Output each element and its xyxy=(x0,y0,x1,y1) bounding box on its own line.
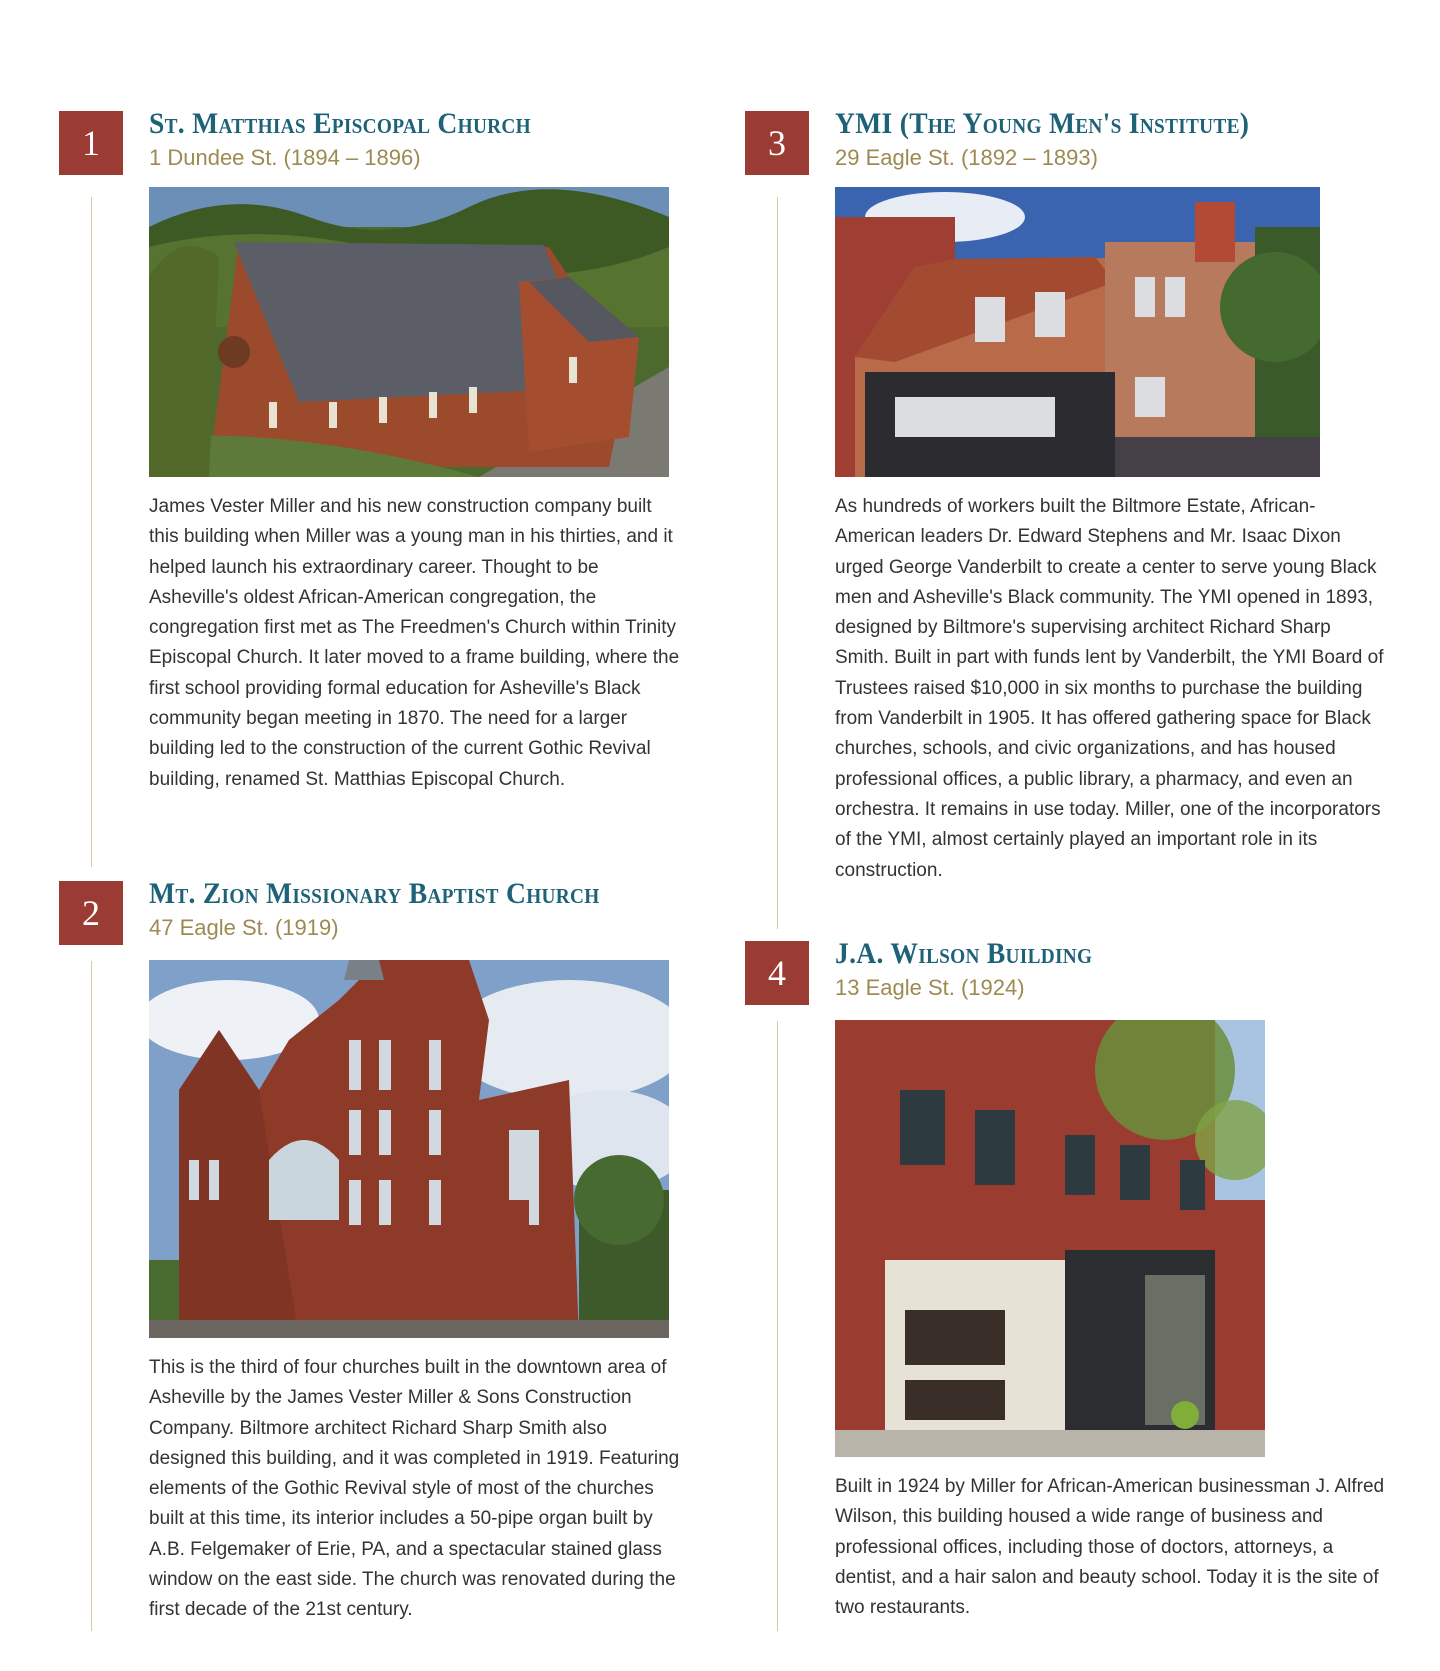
entry-number-box: 2 xyxy=(59,881,123,945)
church-photo xyxy=(149,187,669,477)
church-photo xyxy=(149,960,669,1338)
entry-description: This is the third of four churches built in the downtown area of Asheville by the James Vester Miller & Sons Construction Company. Biltmore architect Richard Sharp Smith also designed this building, and it was completed in 1919. Featuring elements of the Gothic Revival style of most of the churches built at this time, its interior includes a 50-pipe organ built by A.B. Felgemaker of Erie, PA, and a spectacular stained glass window on the east side. The church was renovated during the first decade of the 21st century. xyxy=(149,1357,680,1621)
entry-number-box: 3 xyxy=(745,111,809,175)
entry-description: As hundreds of workers built the Biltmore Estate, African-American leaders Dr. Edward Stephens and Mr. Isaac Dixon urged George Vanderbilt to create a center to serve young Black men and Asheville's Black community. The YMI opened in 1893, designed by Biltmore's supervising architect Richard Sharp Smith. Built in part with funds lent by Vanderbilt, the YMI Board of Trustees raised $10,000 in six months to purchase the building from Vanderbilt in 1905. It has offered gathering space for Black churches, schools, and civic organizations, and has housed professional offices, a public library, a pharmacy, and even an orchestra. It remains in use today. Miller, one of the incorporators of the YMI, almost certainly played an important role in its construction. xyxy=(835,496,1384,881)
entry-address: 1 Dundee St. (1894 – 1896) xyxy=(149,145,421,170)
entry-title: St. Matthias Episcopal Church xyxy=(149,107,531,140)
building-photo xyxy=(835,1020,1265,1457)
entry-number-box: 4 xyxy=(745,941,809,1005)
entry-address: 29 Eagle St. (1892 – 1893) xyxy=(835,145,1098,170)
entry-description: James Vester Miller and his new construction company built this building when Miller was a young man in his thirties, and it helped launch his extraordinary career. Thought to be Asheville's oldest African-American congregation, the congregation first met as The Freedmen's Church within Trinity Episcopal Church. It later moved to a frame building, where the first school providing formal education for Asheville's Black community began meeting in 1870. The need for a larger building led to the construction of the current Gothic Revival building, renamed St. Matthias Episcopal Church. xyxy=(149,496,680,790)
entry-address: 13 Eagle St. (1924) xyxy=(835,975,1025,1000)
timeline-rule xyxy=(777,1021,778,1631)
timeline-rule xyxy=(91,197,92,867)
entry-description: Built in 1924 by Miller for African-American businessman J. Alfred Wilson, this building housed a wide range of business and professional offices, including those of doctors, attorneys, a dentist, and a hair salon and beauty school. Today it is the site of two restaurants. xyxy=(835,1476,1385,1619)
timeline-rule xyxy=(91,961,92,1631)
building-photo xyxy=(835,187,1320,477)
entry-address: 47 Eagle St. (1919) xyxy=(149,915,339,940)
entry-title: J.A. Wilson Building xyxy=(835,937,1093,970)
entry-number-box: 1 xyxy=(59,111,123,175)
entry-title: Mt. Zion Missionary Baptist Church xyxy=(149,877,600,910)
entry-title: YMI (The Young Men's Institute) xyxy=(835,107,1250,140)
timeline-rule xyxy=(777,197,778,929)
